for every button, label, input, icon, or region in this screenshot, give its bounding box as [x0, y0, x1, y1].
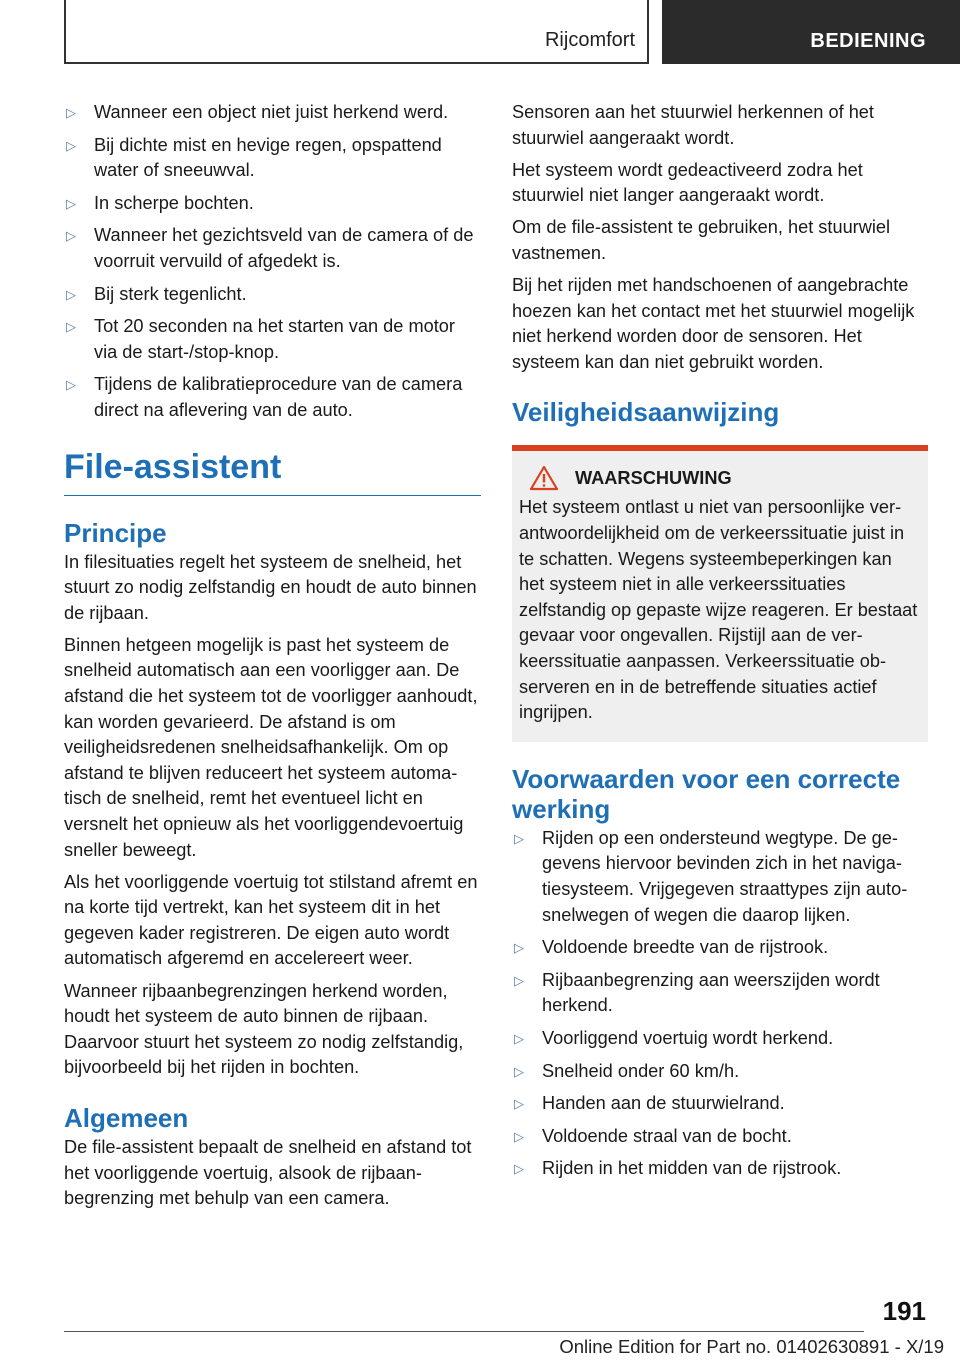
chapter-tab: [662, 0, 960, 64]
section-heading-file-assistent: File-assistent: [64, 448, 481, 496]
triangle-bullet-icon: ▷: [66, 105, 76, 120]
list-item: ▷ Voldoende straal van de bocht.: [514, 1125, 792, 1146]
warning-box: [512, 445, 928, 741]
paragraph: Binnen hetgeen mogelijk is past het systeem de snelheid automatisch aan een voorligger aan. De afstand die het systeem tot de voorligger aanhoudt, kan worden gevarieerd. De afstand is om veiligheidsredenen snelheidsafhankelijk. Om op afstand te blijven reduceert het systeem automatisch de snelheid, remt het eventueel licht en versnelt het opnieuw als het voorliggendevoertuig sneller beweegt.: [64, 634, 478, 860]
list-item: ▷ Tot 20 seconden na het starten van de motor via de start-/stop-knop.: [66, 316, 455, 362]
paragraph: In filesituaties regelt het systeem de snelheid, het stuurt zo nodig zelfstandig en houdt de auto binnen de rijbaan.: [64, 551, 477, 623]
warning-title-row: [519, 465, 921, 491]
list-item: ▷ Rijden op een ondersteund wegtype. De gegevens hiervoor bevinden zich in het navigatiesysteem. Vrijgegeven straattypes zijn autosnelwegen of wegen die daarop lijken.: [514, 827, 908, 925]
paragraph: Om de file-assistent te gebruiken, het stuurwiel vastnemen.: [512, 217, 891, 263]
list-item: ▷ Rijden in het midden van de rijstrook.: [514, 1158, 842, 1179]
page-number: 191: [882, 1296, 926, 1326]
paragraph: Wanneer rijbaanbegrenzingen herkend worden, houdt het systeem de auto binnen de rijbaan. Daarvoor stuurt het systeem zo nodig zelfstandig, bijvoorbeeld bij het rijden in bochten.: [64, 980, 464, 1078]
list-item: ▷ Bij sterk tegenlicht.: [66, 283, 247, 304]
triangle-bullet-icon: ▷: [514, 1063, 524, 1079]
footer-divider: [64, 1331, 864, 1332]
list-item: ▷ Tijdens de kalibratieprocedure van de camera direct na aflevering van de auto.: [66, 374, 463, 420]
list-item: ▷ In scherpe bochten.: [66, 192, 254, 213]
paragraph: Sensoren aan het stuurwiel herkennen of het stuurwiel aangeraakt wordt.: [512, 102, 874, 148]
paragraph: Het systeem wordt gedeactiveerd zodra het stuurwiel niet langer aangeraakt wordt.: [512, 159, 863, 206]
list-item: ▷ Rijbaanbegrenzing aan weerszijden wordt herkend.: [514, 969, 880, 1016]
triangle-bullet-icon: ▷: [514, 830, 524, 846]
triangle-bullet-icon: ▷: [514, 1128, 524, 1144]
triangle-bullet-icon: ▷: [66, 319, 76, 335]
triangle-bullet-icon: ▷: [514, 972, 524, 988]
heading-algemeen: Algemeen: [64, 1102, 189, 1133]
heading-principe: Principe: [64, 517, 167, 548]
list-item: ▷ Voldoende breedte van de rijstrook.: [514, 937, 829, 958]
page-header: [0, 0, 960, 66]
right-column: [512, 100, 928, 1189]
list-item: ▷ Snelheid onder 60 km/h.: [514, 1060, 740, 1081]
heading-voorwaarden: Voorwaarden voor een correcte werking: [512, 763, 901, 824]
footer-edition: Online Edition for Part no. 01402630891 - X/19: [559, 1336, 944, 1357]
triangle-bullet-icon: ▷: [514, 940, 524, 956]
heading-veiligheidsaanwijzing: Veiligheidsaanwijzing: [512, 397, 780, 428]
limitations-list: [64, 100, 481, 424]
paragraph: Bij het rijden met handschoenen of aangebrachte hoezen kan het contact met het stuurwiel mogelijk niet herkend worden door de sensoren. Het systeem kan dan niet gebruikt worden.: [512, 275, 915, 372]
chapter-title: BEDIENING: [810, 30, 926, 52]
triangle-bullet-icon: ▷: [514, 1030, 524, 1046]
list-item: ▷ Wanneer het gezichtsveld van de camera of de voorruit vervuild of afgedekt is.: [66, 225, 474, 271]
paragraph: De file-assistent bepaalt de snelheid en afstand tot het voorliggende voertuig, alsook de rijbaanbegrenzing met behulp van een camera.: [64, 1136, 472, 1209]
left-column: [64, 100, 481, 1218]
warning-title: WAARSCHUWING: [575, 467, 732, 488]
triangle-bullet-icon: ▷: [66, 195, 76, 211]
paragraph: Als het voorliggende voertuig tot stilstand afremt en na korte tijd vertrekt, kan het systeem dit in het gegeven kader registreren. De eigen auto wordt automatisch afgeremd en accelereert weer.: [64, 871, 478, 969]
warning-body: Het systeem ontlast u niet van persoonlijke verantwoordelijkheid om de verkeerssituatie juist in te schatten. Wegens systeembeperkingen kan het systeem niet in alle verkeerssituaties zelfstandig op gepaste wijze reageren. Er bestaat gevaar voor ongevallen. Rijstijl aan de verkeerssituatie aanpassen. Verkeerssituatie observeren en in de betreffende situaties actief ingrijpen.: [519, 497, 918, 723]
triangle-bullet-icon: ▷: [66, 286, 76, 302]
section-tab: [64, 0, 649, 64]
list-item: ▷ Handen aan de stuurwielrand.: [514, 1093, 785, 1114]
triangle-bullet-icon: ▷: [66, 377, 76, 393]
list-item: ▷ Bij dichte mist en hevige regen, opspattend water of sneeuwval.: [66, 134, 442, 181]
list-item: ▷ Voorliggend voertuig wordt herkend.: [514, 1027, 834, 1048]
conditions-list: [512, 826, 928, 1182]
warning-triangle-icon: [529, 465, 559, 491]
list-item: ▷ Wanneer een object niet juist herkend werd.: [66, 102, 449, 122]
triangle-bullet-icon: ▷: [514, 1161, 524, 1177]
triangle-bullet-icon: ▷: [514, 1096, 524, 1112]
triangle-bullet-icon: ▷: [66, 137, 76, 153]
section-title: Rijcomfort: [544, 29, 635, 51]
triangle-bullet-icon: ▷: [66, 228, 76, 244]
